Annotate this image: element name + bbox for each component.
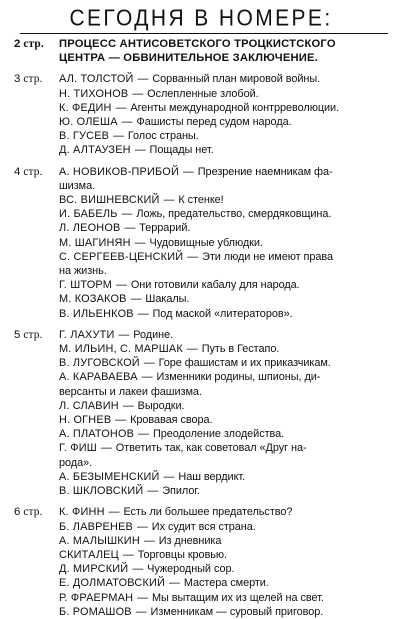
contents-entry	[59, 328, 388, 342]
entry-title: Ложь, предательство, смердяковщина.	[136, 208, 332, 221]
entry-title-continuation: ЦЕНТРА — ОБВИНИТЕЛЬНОЕ ЗАКЛЮЧЕНИЕ.	[59, 52, 318, 65]
entry-title: Родине.	[133, 328, 174, 341]
entry-author: Е. ДОЛМАТОВСКИЙ	[59, 577, 166, 590]
contents-section	[14, 165, 388, 321]
entry-title: Ответить так, как советовал «Друг на-	[115, 442, 307, 455]
entry-dash: —	[166, 577, 183, 590]
contents-entry	[59, 370, 388, 398]
page-unit: стр.	[23, 165, 43, 178]
entry-title: Эти люди не имеют права	[202, 250, 333, 263]
contents-heading: СЕГОДНЯ В НОМЕРЕ:	[69, 6, 333, 31]
entry-title: Под маской «литераторов».	[152, 307, 293, 320]
entry-dash: —	[105, 506, 123, 519]
contents-section	[14, 328, 388, 498]
entry-author: А. МАЛЫШКИН	[59, 534, 140, 547]
entry-dash: —	[121, 222, 139, 235]
entry-author: Н. ОГНЕВ	[59, 414, 112, 427]
entry-dash: —	[160, 194, 178, 207]
entry-dash: —	[132, 605, 150, 618]
entry-dash: —	[134, 73, 152, 86]
entry-title: Наш вердикт.	[178, 470, 246, 483]
entry-dash: —	[118, 116, 136, 129]
entry-author: С. СЕРГЕЕВ-ЦЕНСКИЙ	[59, 250, 184, 263]
entry-title: Кровавая свора.	[130, 414, 213, 427]
page-number-label	[14, 328, 59, 342]
entry-title: Их судит вся страна.	[151, 520, 256, 533]
entry-title: Есть ли большее предательство?	[123, 506, 293, 519]
entry-title: Изменники родины, шпионы, ди-	[156, 371, 321, 384]
entry-dash: —	[129, 87, 147, 100]
entry-title-continuation: рода».	[59, 456, 93, 469]
entry-title: Шакалы.	[145, 293, 190, 306]
contents-entry	[59, 37, 388, 65]
entry-author: М. ШАГИНЯН	[59, 236, 131, 249]
section-entries	[59, 165, 388, 321]
contents-entry	[59, 72, 388, 86]
entry-author: А. КАРАВАЕВА	[59, 371, 138, 384]
section-entries	[59, 72, 388, 157]
page-number-label	[14, 72, 59, 86]
entry-dash: —	[115, 328, 133, 341]
contents-entry	[59, 520, 388, 534]
entry-dash: —	[131, 236, 149, 249]
entry-author: М. ИЛЬИН, С. МАРШАК	[59, 343, 183, 356]
entry-author: Г. ЛАХУТИ	[59, 328, 115, 341]
contents-entry	[59, 292, 388, 306]
entry-author: Ю. ОЛЕША	[59, 116, 118, 129]
entry-title: Агенты международной контрреволюции.	[130, 101, 340, 114]
entry-dash: —	[119, 399, 137, 412]
entry-title: Преодоление злодейства.	[152, 428, 285, 441]
page-number: 6	[14, 506, 21, 519]
entry-dash: —	[129, 563, 147, 576]
page-number-label	[14, 37, 59, 51]
entry-author: А. НОВИКОВ-ПРИБОЙ	[59, 165, 179, 178]
section-entries	[59, 328, 388, 498]
contents-entry	[59, 101, 388, 115]
entry-title-continuation: на жизнь.	[59, 265, 107, 278]
entry-title: Торговцы кровью.	[137, 548, 228, 561]
entry-title: Они готовили кабалу для народа.	[130, 279, 300, 292]
entry-author: И. БАБЕЛЬ	[59, 208, 118, 221]
entry-dash: —	[140, 534, 158, 547]
entry-title: Изменникам — суровый приговор.	[150, 605, 324, 618]
entry-dash: —	[134, 520, 151, 533]
page-unit: стр.	[23, 73, 43, 86]
entry-dash: —	[135, 428, 152, 441]
entry-dash: —	[138, 371, 156, 384]
entry-title: К стенке!	[178, 194, 224, 207]
entry-title: Чудовищные ублюдки.	[149, 236, 263, 249]
entry-dash: —	[97, 442, 115, 455]
entry-dash: —	[134, 591, 151, 604]
entry-dash: —	[160, 470, 178, 483]
entry-author: А. ПЛАТОНОВ	[59, 428, 135, 441]
contents-entry	[59, 548, 388, 562]
entry-dash: —	[112, 101, 130, 114]
entry-dash: —	[113, 279, 130, 292]
entry-title: Путь в Гестапо.	[201, 343, 280, 356]
contents-entry	[59, 87, 388, 101]
entry-author: Р. ФРАЕРМАН	[59, 591, 134, 604]
contents-entry	[59, 413, 388, 427]
entry-title: Чужеродный сор.	[147, 563, 235, 576]
entry-title: Из дневника	[158, 534, 222, 547]
entry-dash: —	[183, 343, 201, 356]
contents-entry	[59, 115, 388, 129]
contents-entry	[59, 427, 388, 441]
entry-dash: —	[184, 250, 202, 263]
page-number: 5	[14, 328, 21, 341]
contents-entry	[59, 484, 388, 498]
contents-section	[14, 72, 388, 157]
entry-author: Н. ТИХОНОВ	[59, 87, 129, 100]
entry-author: Д. МИРСКИЙ	[59, 563, 129, 576]
contents-entry	[59, 356, 388, 370]
contents-entry	[59, 307, 388, 321]
contents-entry	[59, 342, 388, 356]
entry-title: Горе фашистам и их приказчикам.	[158, 357, 331, 370]
entry-author: М. КОЗАКОВ	[59, 293, 127, 306]
contents-entry	[59, 534, 388, 548]
contents-entry	[59, 207, 388, 221]
contents-entry	[59, 441, 388, 469]
page-unit: стр.	[23, 38, 44, 50]
entry-title: Выродки.	[137, 399, 185, 412]
entry-title: Фашисты перед судом народа.	[136, 116, 292, 129]
entry-author: Г. ШТОРМ	[59, 279, 113, 292]
contents-entry	[59, 193, 388, 207]
contents-entry	[59, 470, 388, 484]
entry-author: В. ШКЛОВСКИЙ	[59, 485, 144, 498]
contents-entry	[59, 143, 388, 157]
contents-entry	[59, 278, 388, 292]
page-number: 3	[14, 73, 21, 86]
entry-author: В. ГУСЕВ	[59, 130, 110, 143]
entry-author: Г. ФИШ	[59, 442, 97, 455]
page-unit: стр.	[23, 328, 43, 341]
page-number: 2	[14, 38, 21, 50]
entry-author: Б. РОМАШОВ	[59, 605, 132, 618]
entry-author: А. БЕЗЫМЕНСКИЙ	[59, 470, 160, 483]
contents-entry	[59, 605, 388, 619]
page-number-label	[14, 165, 59, 179]
entry-title: Мастера смерти.	[183, 577, 269, 590]
entry-title: Мы вытащим их из щелей на свет.	[151, 591, 324, 604]
entry-dash: —	[112, 414, 130, 427]
entry-author: Л. СЛАВИН	[59, 399, 119, 412]
contents-entry	[59, 399, 388, 413]
entry-author: ВС. ВИШНЕВСКИЙ	[59, 194, 160, 207]
entry-author: АЛ. ТОЛСТОЙ	[59, 73, 134, 86]
contents-entry	[59, 250, 388, 278]
entry-title: Террарий.	[139, 222, 191, 235]
contents-entry	[59, 221, 388, 235]
entry-author: Б. ЛАВРЕНЕВ	[59, 520, 133, 533]
entry-author: СКИТАЛЕЦ	[59, 548, 119, 561]
entry-dash: —	[144, 485, 162, 498]
entry-author: К. ФИНН	[59, 506, 105, 519]
entry-author: В. ЛУГОВСКОЙ	[59, 357, 140, 370]
contents-entry	[59, 165, 388, 193]
heading-rule	[20, 33, 388, 34]
entry-title: Презрение наемникам фа-	[197, 165, 333, 178]
contents-entry	[59, 505, 388, 519]
entry-dash: —	[118, 208, 136, 221]
contents-entry	[59, 591, 388, 605]
entry-title-continuation: версанты и лакеи фашизма.	[59, 385, 202, 398]
entry-author: Д. АЛТАУЗЕН	[59, 144, 131, 157]
entry-dash: —	[127, 293, 145, 306]
entry-dash: —	[179, 165, 197, 178]
entry-title: Пощады нет.	[149, 144, 214, 157]
contents-entry	[59, 236, 388, 250]
section-entries	[59, 37, 388, 65]
page-unit: стр.	[23, 506, 43, 519]
page-number: 4	[14, 165, 21, 178]
entry-title-continuation: шизма.	[59, 179, 96, 192]
entry-author: К. ФЕДИН	[59, 101, 112, 114]
entry-author: Л. ЛЕОНОВ	[59, 222, 121, 235]
entry-title: Эпилог.	[162, 485, 200, 498]
contents-entry	[59, 576, 388, 590]
contents-entry	[59, 129, 388, 143]
entry-dash: —	[110, 130, 127, 143]
entry-author: В. ИЛЬЕНКОВ	[59, 307, 134, 320]
entry-dash: —	[134, 307, 152, 320]
contents-entry	[59, 562, 388, 576]
entry-title: Голос страны.	[127, 130, 199, 143]
entry-title: Ослепленные злобой.	[147, 87, 259, 100]
entry-dash: —	[119, 548, 137, 561]
entry-title: ПРОЦЕСС АНТИСОВЕТСКОГО ТРОЦКИСТСКОГО	[59, 38, 336, 50]
entry-dash: —	[131, 144, 149, 157]
contents-section	[14, 37, 388, 65]
page-number-label	[14, 505, 59, 519]
entry-dash: —	[140, 357, 158, 370]
entry-title: Сорванный план мировой войны.	[152, 73, 321, 86]
contents-list	[14, 37, 388, 619]
